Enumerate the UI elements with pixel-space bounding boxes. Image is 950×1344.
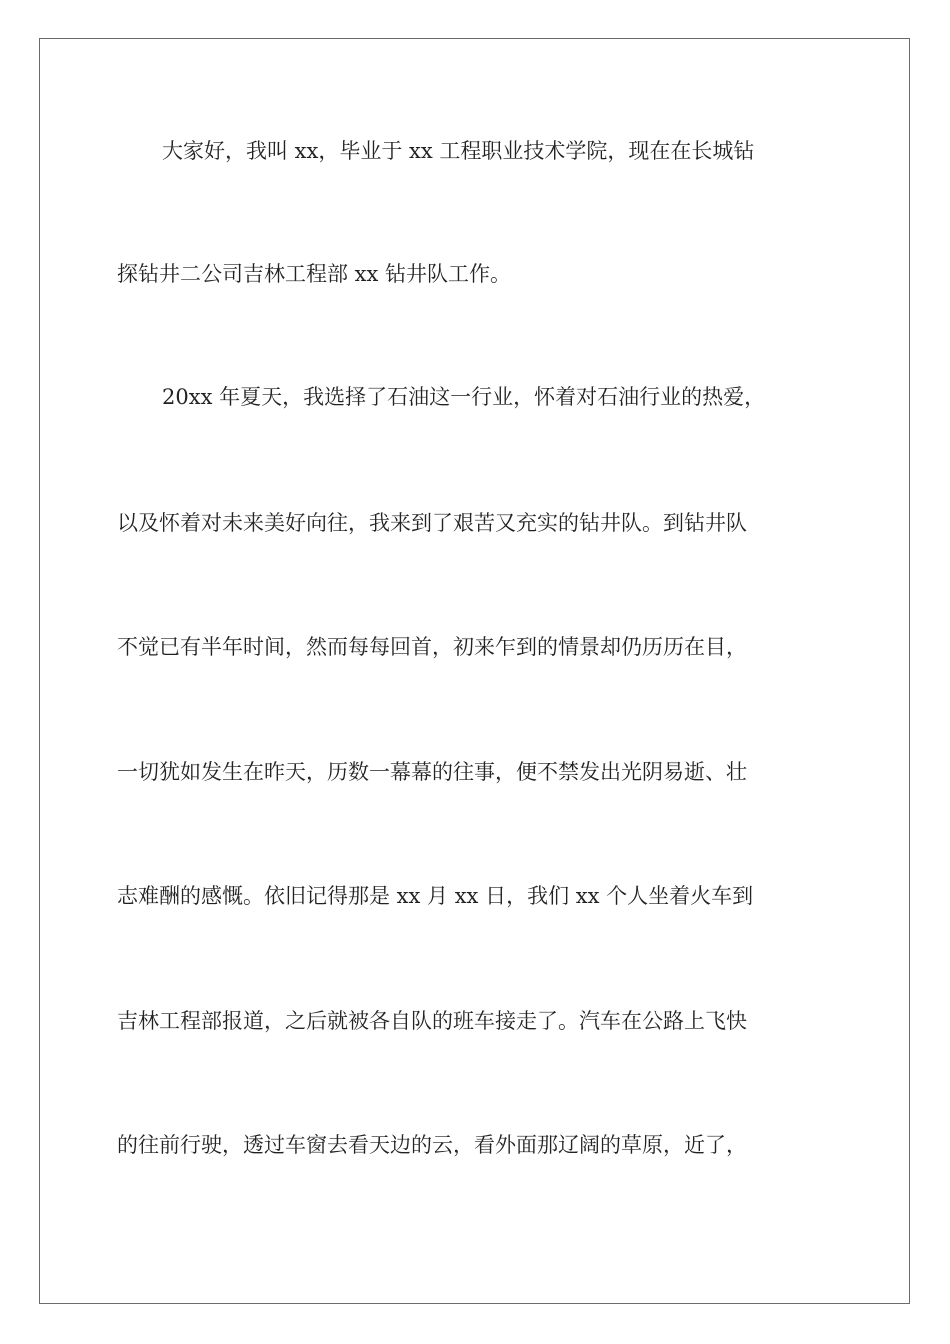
paragraph-2-line-6: 吉林工程部报道，之后就被各自队的班车接走了。汽车在公路上飞快 [117,1009,747,1033]
paragraph-2-line-5: 志难酬的感慨。依旧记得那是 xx 月 xx 日，我们 xx 个人坐着火车到 [117,884,754,908]
page-border [39,38,910,1304]
paragraph-2-line-1: 20xx 年夏天，我选择了石油这一行业，怀着对石油行业的热爱， [162,385,766,409]
paragraph-2-line-3: 不觉已有半年时间，然而每每回首，初来乍到的情景却仍历历在目， [117,635,747,659]
paragraph-2-line-2: 以及怀着对未来美好向往，我来到了艰苦又充实的钻井队。到钻井队 [117,511,747,535]
paragraph-2-line-7: 的往前行驶，透过车窗去看天边的云，看外面那辽阔的草原，近了， [117,1133,747,1157]
paragraph-2-line-4: 一切犹如发生在昨天，历数一幕幕的往事，便不禁发出光阴易逝、壮 [117,760,747,784]
paragraph-1-line-2: 探钻井二公司吉林工程部 xx 钻井队工作。 [117,262,512,286]
paragraph-1-line-1: 大家好，我叫 xx，毕业于 xx 工程职业技术学院，现在在长城钻 [162,139,755,163]
